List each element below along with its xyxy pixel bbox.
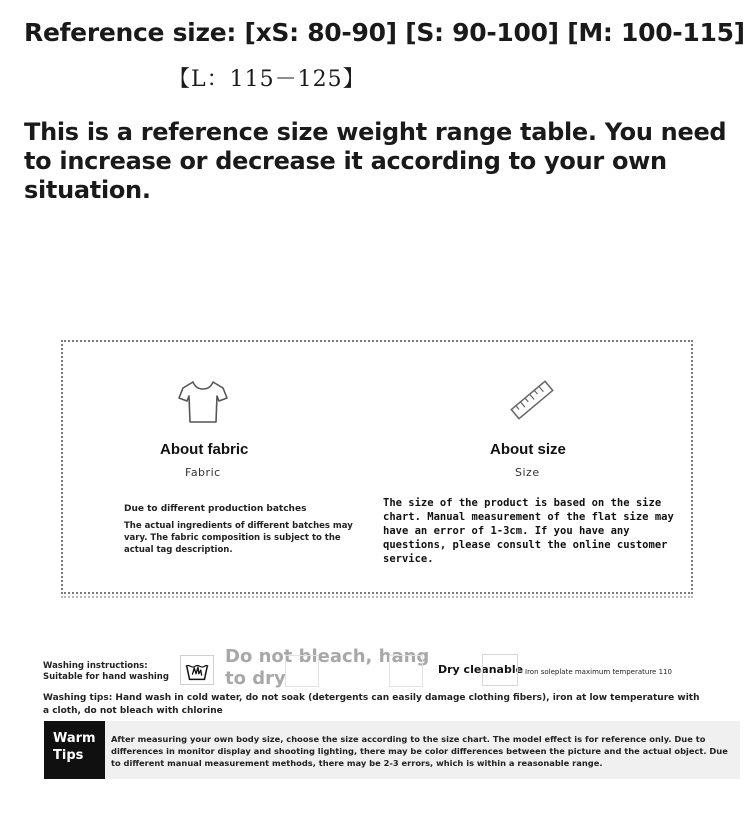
- size-disclaimer: This is a reference size weight range table. You need to increase or decrease it according to your own situation.: [24, 118, 727, 204]
- hang-dry-icon: [389, 655, 423, 687]
- info-box: [61, 340, 693, 594]
- warm-label-line-1: Warm: [53, 731, 96, 746]
- warm-tips-text: After measuring your own body size, choose the size according to the size chart. The model effect is for reference only. Due to differences in monitor display and shooting lighting, there may be color differences between the picture and the actual object. Due to different manual measurement methods, there may be 2-3 errors, which is within a reasonable range.: [111, 734, 728, 768]
- size-reference-line: Reference size: [xS: 80-90] [S: 90-100] [M: 100-115]: [24, 18, 745, 47]
- size-note: The size of the product is based on the size chart. Manual measurement of the flat size may have an error of 1-3cm. If you have any questions, please consult the online customer service.: [383, 497, 674, 565]
- about-size-title: About size: [490, 441, 566, 458]
- warm-label-line-2: Tips: [53, 748, 84, 763]
- washing-tips: Washing tips: Hand wash in cold water, do not soak (detergents can easily damage clothing fibers), iron at low temperature with a cloth, do not bleach with chlorine: [43, 693, 700, 716]
- size-reference-large: 【L：115－125】: [168, 67, 366, 92]
- tshirt-icon: [177, 376, 229, 428]
- dry-cleanable-text: Dry cleanable: [438, 663, 524, 676]
- hand-wash-icon: [180, 655, 214, 685]
- warm-tips-label: [44, 721, 105, 779]
- about-fabric-title: About fabric: [160, 441, 249, 458]
- bleach-hang-dry-text: Do not bleach, hang to dry: [225, 646, 430, 689]
- fabric-note-body: The actual ingredients of different batches may vary. The fabric composition is subject to the actual tag description.: [124, 521, 353, 555]
- fabric-note-heading: Due to different production batches: [124, 504, 307, 514]
- iron-temperature-note: Iron soleplate maximum temperature 110: [525, 668, 672, 676]
- washing-instructions: Washing instructions: Suitable for hand washing: [43, 661, 169, 682]
- fabric-subtitle: Fabric: [185, 466, 221, 479]
- do-not-bleach-icon: [285, 655, 319, 687]
- size-subtitle: Size: [515, 466, 540, 479]
- dry-clean-icon: [482, 654, 518, 686]
- ruler-icon: [506, 374, 558, 426]
